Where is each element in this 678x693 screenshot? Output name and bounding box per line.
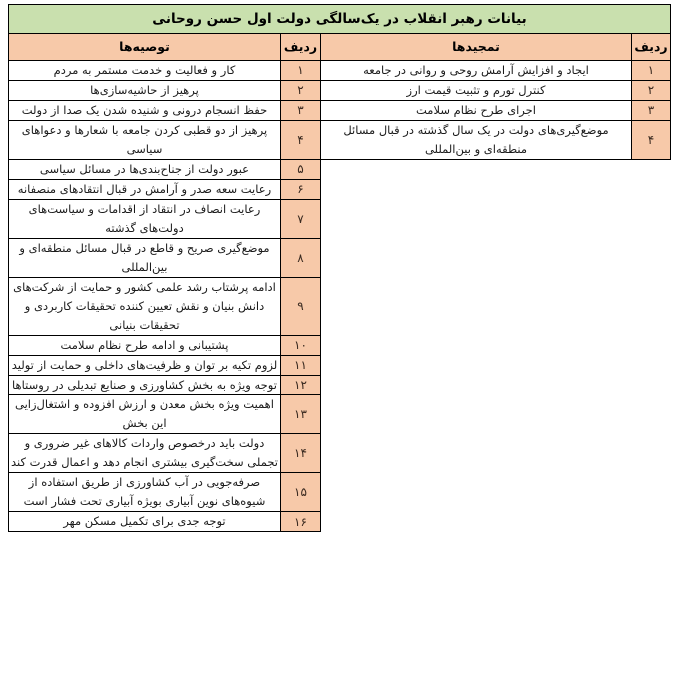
table-row xyxy=(8,238,670,277)
page-title: بیانات رهبر انقلاب در یک‌سالگی دولت اول حسن روحانی xyxy=(8,5,670,34)
praise-text-cell: موضع‌گیری‌های دولت در یک سال گذشته در قبال مسائل منطقه‌ای و بین‌المللی xyxy=(321,120,632,159)
table-row xyxy=(8,100,670,120)
column-header-advice-text: توصیه‌ها xyxy=(8,34,280,61)
advice-number-cell: ۱۵ xyxy=(281,473,321,512)
table-row xyxy=(8,375,670,395)
praise-text-cell-empty xyxy=(321,395,632,434)
praise-number-cell-empty xyxy=(632,199,671,238)
praise-number-cell: ۴ xyxy=(632,120,671,159)
advice-text-cell: توجه جدی برای تکمیل مسکن مهر xyxy=(8,512,280,532)
title-row xyxy=(8,5,670,34)
table-row xyxy=(8,179,670,199)
praise-text-cell: اجرای طرح نظام سلامت xyxy=(321,100,632,120)
table-row xyxy=(8,120,670,159)
table-row xyxy=(8,335,670,355)
advice-number-cell: ۶ xyxy=(281,179,321,199)
praise-number-cell-empty xyxy=(632,395,671,434)
praise-number-cell: ۲ xyxy=(632,80,671,100)
praise-text-cell-empty xyxy=(321,473,632,512)
praise-text-cell: کنترل تورم و تثبیت قیمت ارز xyxy=(321,80,632,100)
praise-text-cell-empty xyxy=(321,179,632,199)
advice-number-cell: ۱۳ xyxy=(281,395,321,434)
advice-text-cell: پشتیبانی و ادامه طرح نظام سلامت xyxy=(8,335,280,355)
table-row xyxy=(8,199,670,238)
table-row xyxy=(8,61,670,81)
advice-text-cell: عبور دولت از جناح‌بندی‌ها در مسائل سیاسی xyxy=(8,159,280,179)
table-row xyxy=(8,80,670,100)
praise-number-cell-empty xyxy=(632,335,671,355)
statements-table xyxy=(8,4,671,532)
advice-number-cell: ۱۶ xyxy=(281,512,321,532)
advice-number-cell: ۹ xyxy=(281,277,321,335)
praise-text-cell-empty xyxy=(321,159,632,179)
praise-text-cell: ایجاد و افزایش آرامش روحی و روانی در جامعه xyxy=(321,61,632,81)
praise-number-cell: ۳ xyxy=(632,100,671,120)
advice-text-cell: موضع‌گیری صریح و قاطع در قبال مسائل منطقه‌ای و بین‌المللی xyxy=(8,238,280,277)
advice-text-cell: کار و فعالیت و خدمت مستمر به مردم xyxy=(8,61,280,81)
praise-number-cell-empty xyxy=(632,512,671,532)
column-header-advice-number: ردیف xyxy=(281,34,321,61)
advice-text-cell: رعایت سعه صدر و آرامش در قبال انتقادهای منصفانه xyxy=(8,179,280,199)
advice-number-cell: ۵ xyxy=(281,159,321,179)
praise-text-cell-empty xyxy=(321,277,632,335)
column-header-praise-text: تمجیدها xyxy=(321,34,632,61)
column-header-praise-number: ردیف xyxy=(632,34,671,61)
table-row xyxy=(8,512,670,532)
praise-number-cell-empty xyxy=(632,179,671,199)
advice-text-cell: پرهیز از حاشیه‌سازی‌ها xyxy=(8,80,280,100)
advice-text-cell: رعایت انصاف در انتقاد از اقدامات و سیاست‌های دولت‌های گذشته xyxy=(8,199,280,238)
advice-number-cell: ۴ xyxy=(281,120,321,159)
praise-number-cell-empty xyxy=(632,159,671,179)
advice-number-cell: ۱ xyxy=(281,61,321,81)
advice-text-cell: حفظ انسجام درونی و شنیده شدن یک صدا از دولت xyxy=(8,100,280,120)
praise-text-cell-empty xyxy=(321,238,632,277)
header-row xyxy=(8,34,670,61)
advice-text-cell: لزوم تکیه بر توان و ظرفیت‌های داخلی و حمایت از تولید xyxy=(8,355,280,375)
advice-text-cell: صرفه‌جویی در آب کشاورزی از طریق استفاده از شیوه‌های نوین آبیاری بویژه آبیاری تحت فشار است xyxy=(8,473,280,512)
praise-number-cell-empty xyxy=(632,434,671,473)
praise-number-cell-empty xyxy=(632,238,671,277)
advice-number-cell: ۲ xyxy=(281,80,321,100)
praise-number-cell-empty xyxy=(632,375,671,395)
table-row xyxy=(8,434,670,473)
table-row xyxy=(8,159,670,179)
table-row xyxy=(8,355,670,375)
advice-text-cell: توجه ویژه به بخش کشاورزی و صنایع تبدیلی در روستاها xyxy=(8,375,280,395)
advice-number-cell: ۱۲ xyxy=(281,375,321,395)
advice-number-cell: ۳ xyxy=(281,100,321,120)
praise-text-cell-empty xyxy=(321,355,632,375)
advice-number-cell: ۷ xyxy=(281,199,321,238)
table-row xyxy=(8,473,670,512)
praise-number-cell: ۱ xyxy=(632,61,671,81)
advice-number-cell: ۸ xyxy=(281,238,321,277)
advice-number-cell: ۱۴ xyxy=(281,434,321,473)
advice-number-cell: ۱۰ xyxy=(281,335,321,355)
praise-text-cell-empty xyxy=(321,434,632,473)
praise-text-cell-empty xyxy=(321,199,632,238)
praise-number-cell-empty xyxy=(632,277,671,335)
advice-text-cell: اهمیت ویژه بخش معدن و ارزش افزوده و اشتغال‌زایی این بخش xyxy=(8,395,280,434)
advice-number-cell: ۱۱ xyxy=(281,355,321,375)
praise-text-cell-empty xyxy=(321,375,632,395)
advice-text-cell: ادامه پرشتاب رشد علمی کشور و حمایت از شرکت‌های دانش بنیان و نقش تعیین کننده تحقیقات کاربردی و تحقیقات بنیانی xyxy=(8,277,280,335)
advice-text-cell: دولت باید درخصوص واردات کالاهای غیر ضروری و تجملی سخت‌گیری بیشتری انجام دهد و اعمال قدرت کند xyxy=(8,434,280,473)
praise-text-cell-empty xyxy=(321,335,632,355)
praise-number-cell-empty xyxy=(632,355,671,375)
table-container xyxy=(9,4,671,532)
praise-text-cell-empty xyxy=(321,512,632,532)
advice-text-cell: پرهیز از دو قطبی کردن جامعه با شعارها و دعواهای سیاسی xyxy=(8,120,280,159)
table-row xyxy=(8,277,670,335)
table-row xyxy=(8,395,670,434)
praise-number-cell-empty xyxy=(632,473,671,512)
